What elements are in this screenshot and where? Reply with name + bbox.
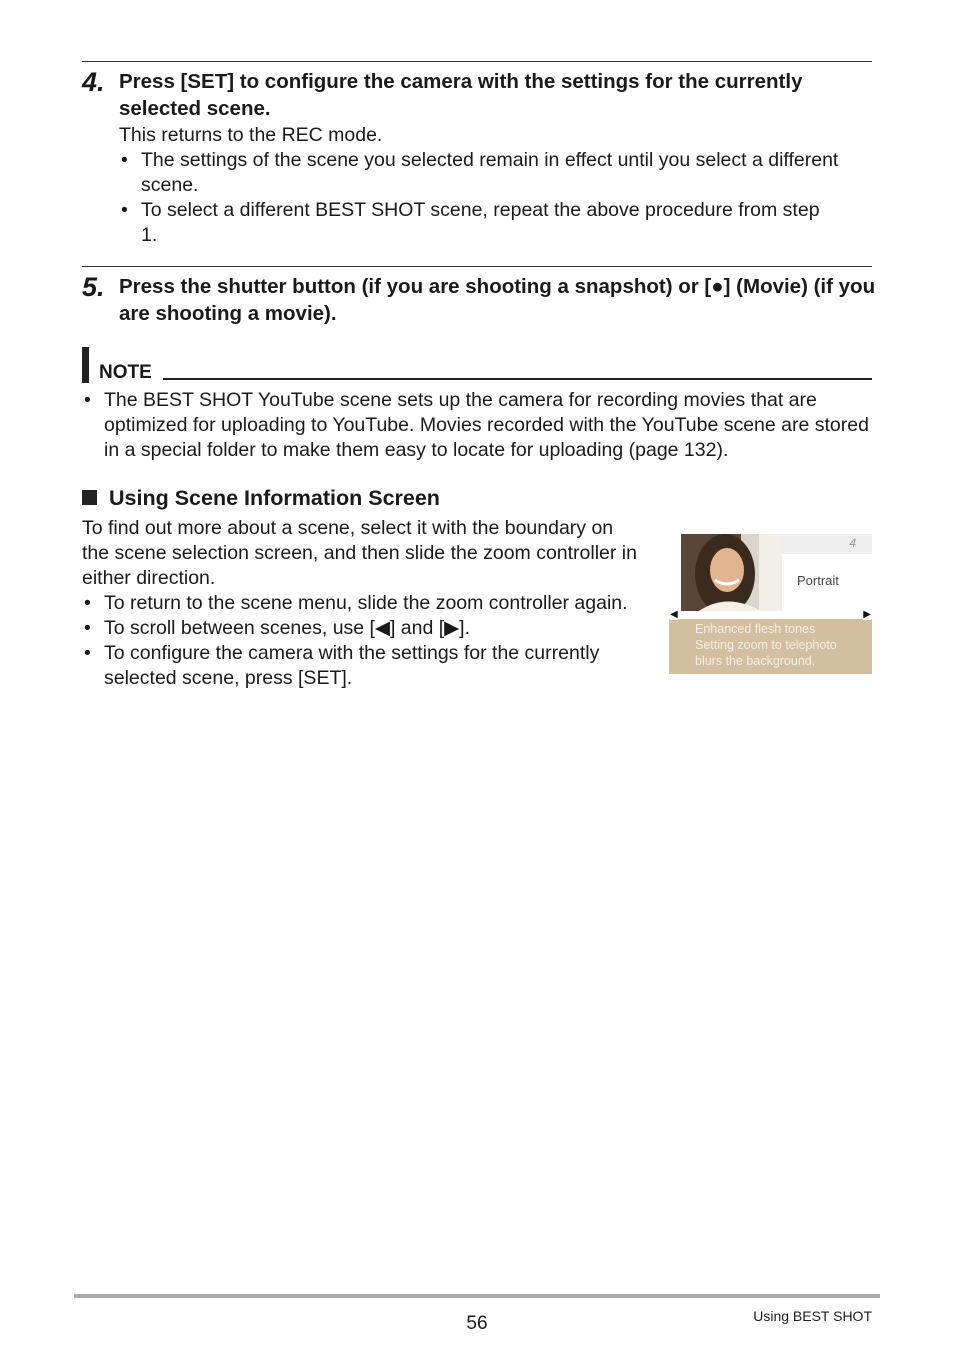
list-item [119, 198, 839, 248]
page-number: 56 [466, 1313, 488, 1334]
bullet-text: To return to the scene menu, slide the zoom controller again. [104, 592, 628, 614]
bullet-glyph: • [121, 199, 128, 221]
portrait-photo [681, 534, 782, 611]
section-bullets [82, 591, 642, 691]
scene-number: 4 [849, 536, 856, 550]
step5-number: 5. [82, 272, 105, 302]
left-arrow-icon: ◀ [670, 609, 678, 620]
note-label: NOTE [99, 362, 152, 383]
step4-number: 4. [82, 67, 105, 97]
list-item [119, 148, 839, 198]
bullet-text: To scroll between scenes, use [◀] and [▶]. [104, 617, 471, 639]
screen-upper-pane [669, 526, 872, 619]
step5-rule [82, 266, 872, 267]
step4-intro: This returns to the REC mode. [119, 124, 383, 146]
bullet-text: The BEST SHOT YouTube scene sets up the camera for recording movies that are optimized for uploading to YouTube. Movies recorded with the YouTube scene are stored in a special folder to make them easy to locate for uploading (page 132). [104, 389, 869, 461]
note-divider [163, 378, 872, 380]
scene-name: Portrait [797, 573, 839, 588]
bullet-glyph: • [84, 592, 91, 614]
bullet-glyph: • [121, 149, 128, 171]
section-title-text: Using Scene Information Screen [109, 486, 440, 510]
footer-rule [74, 1294, 880, 1298]
step4-title: Press [SET] to configure the camera with the settings for the currently selected scene. [119, 70, 803, 120]
list-item [82, 388, 872, 463]
list-item [82, 591, 642, 616]
bullet-text: To select a different BEST SHOT scene, repeat the above procedure from step 1. [141, 199, 820, 246]
portrait-image-icon [681, 534, 782, 611]
section-intro: To find out more about a scene, select it with the boundary on the scene selection screen, and then slide the zoom controller in either direction. [82, 517, 637, 589]
square-bullet-icon [82, 490, 97, 505]
list-item [82, 641, 642, 691]
bullet-glyph: • [84, 642, 91, 664]
step4-bullets [119, 148, 839, 248]
scene-description-line: Enhanced flesh tones [695, 622, 816, 636]
scene-number-box [782, 534, 872, 554]
step4-rule [82, 61, 872, 62]
bullet-glyph: • [84, 617, 91, 639]
scene-description [695, 621, 865, 669]
step5-title: Press the shutter button (if you are shooting a snapshot) or [●] (Movie) (if you are shooting a movie). [119, 275, 876, 325]
note-bar [82, 347, 89, 383]
bullet-glyph: • [84, 389, 91, 411]
chapter-label: Using BEST SHOT [753, 1308, 872, 1324]
bullet-text: The settings of the scene you selected remain in effect until you select a different scene. [141, 149, 839, 196]
bullet-text: To configure the camera with the settings for the currently selected scene, press [SET]. [104, 642, 600, 689]
right-arrow-icon: ▶ [863, 609, 871, 620]
scene-description-line: Setting zoom to telephoto [695, 638, 837, 652]
note-bullets [82, 388, 872, 463]
section-title [82, 485, 440, 512]
scene-description-line: blurs the background. [695, 654, 816, 668]
scene-info-screenshot [669, 521, 872, 674]
list-item [82, 616, 642, 641]
